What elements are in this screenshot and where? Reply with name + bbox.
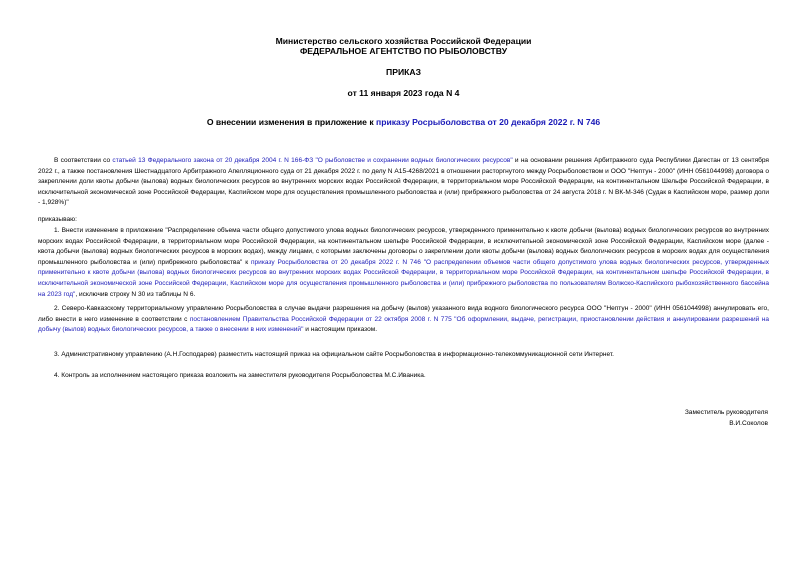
item-2-text-1: 2. Северо-Кавказскому территориальному управлению Росрыболовства в случае выдачи разрешения на добычу (вылов) указанного вида водного биологического ресурса ООО "Нептун - 2000" (ИНН 0561044998) аннулировать его, либо внести в него изменение в соответствии с <box>38 305 769 323</box>
intro-text-2: и на основании решения Арбитражного суда Республики Дагестан от 13 сентября 2022 г., а также постановления Шестнадцатого Арбитражного Апелляционного суда от 21 декабря 2022 г. по делу N А15-4268/2021 в отношении расторгнутого между Росрыболовством и ООО "Нептун - 2000" (ИНН 0561044998) договора о закреплении доли квоты добычи (вылова) водных биологических ресурсов во внутренних морских водах Российской Федерации, в территориальном море Российской Федерации, на континентальном Шельфе Российской Федерации, в исключительной экономической зоне Российской Федерации, Каспийском море для осуществления промышленного рыболовства и (или) прибрежного рыболовства от 24 августа 2018 г. N ВК-М-346 (Судак в Каспийском море, размер доли - 1,928%)" <box>38 157 769 207</box>
order-746-link[interactable]: приказу Росрыболовства от 20 декабря 2022 г. N 746 "О распределении объемов части общего допустимого улова водных биологических ресурсов, утвержденных применительно к квоте добычи (вылова) водных биологических ресурсов во внутренних морских водах Российской Федерации, в территориальном море Российской Федерации, на континентальном шельфе Российской Федерации, в исключительной экономической зоне Российской Федерации, Каспийском море для осуществления промышленного рыболовства и (или) прибрежного рыболовства по пользователям Волжско-Каспийского рыбохозяйственного бассейна на 2023 год" <box>38 258 769 298</box>
document-date-number: от 11 января 2023 года N 4 <box>347 88 460 98</box>
order-word: приказываю: <box>38 216 77 223</box>
intro-paragraph <box>38 156 769 209</box>
item-1-paragraph <box>38 226 769 300</box>
agency-name: ФЕДЕРАЛЬНОЕ АГЕНТСТВО ПО РЫБОЛОВСТВУ <box>299 46 508 56</box>
intro-text-1: В соответствии со <box>54 157 113 164</box>
signatory-name: В.И.Соколов <box>729 420 768 427</box>
document-title <box>0 117 807 128</box>
signatory-position: Заместитель руководителя <box>684 409 768 416</box>
item-2-paragraph <box>38 304 769 336</box>
item-3-paragraph: 3. Административному управлению (А.Н.Господарев) разместить настоящий приказ на официальном сайте Росрыболовства в информационно-телекоммуникационной сети Интернет. <box>54 351 614 358</box>
item-4-paragraph: 4. Контроль за исполнением настоящего приказа возложить на заместителя руководителя Росрыболовства М.С.Иваника. <box>54 372 426 379</box>
title-order-link[interactable]: приказу Росрыболовства от 20 декабря 2022 г. N 746 <box>376 117 601 127</box>
item-2-text-2: и настоящим приказом. <box>303 326 378 334</box>
document-type: ПРИКАЗ <box>386 67 421 77</box>
item-1-text-1: 1. Внести изменение в приложение "Распределение объема части общего допустимого улова водных биологических ресурсов, утвержденного применительно к квоте добычи (вылова) водных биологических ресурсов во внутренних морских водах Российской Федерации, в территориальном море Российской Федерации, на континентальном шельфе Российской Федерации, в исключительной экономической зоне Российской Федерации, Каспийском море (далее - квота добычи (вылова) водных биологических ресурсов в морских водах), между лицами, с которыми заключены договоры о закреплении доли квоты добычи (вылова) водных биологических ресурсов в морских водах для осуществления промышленного рыболовства и (или) прибрежного рыболовства" к <box>38 227 769 266</box>
law-article-link[interactable]: статьей 13 Федерального закона от 20 декабря 2004 г. N 166-ФЗ "О рыболовстве и сохранении водных биологических ресурсов" <box>112 157 513 164</box>
item-1-text-2: , исключив строку N 30 из таблицы N 6. <box>75 290 196 298</box>
ministry-name: Министерство сельского хозяйства Российской Федерации <box>275 36 532 46</box>
title-prefix: О внесении изменения в приложение к <box>206 117 377 127</box>
government-resolution-link[interactable]: постановлением Правительства Российской Федерации от 22 октября 2008 г. N 775 "Об оформлении, выдаче, регистрации, приостановлении действия и аннулировании разрешений на добычу (вылов) водных биологических ресурсов, а также о внесении в них изменений" <box>38 315 769 334</box>
